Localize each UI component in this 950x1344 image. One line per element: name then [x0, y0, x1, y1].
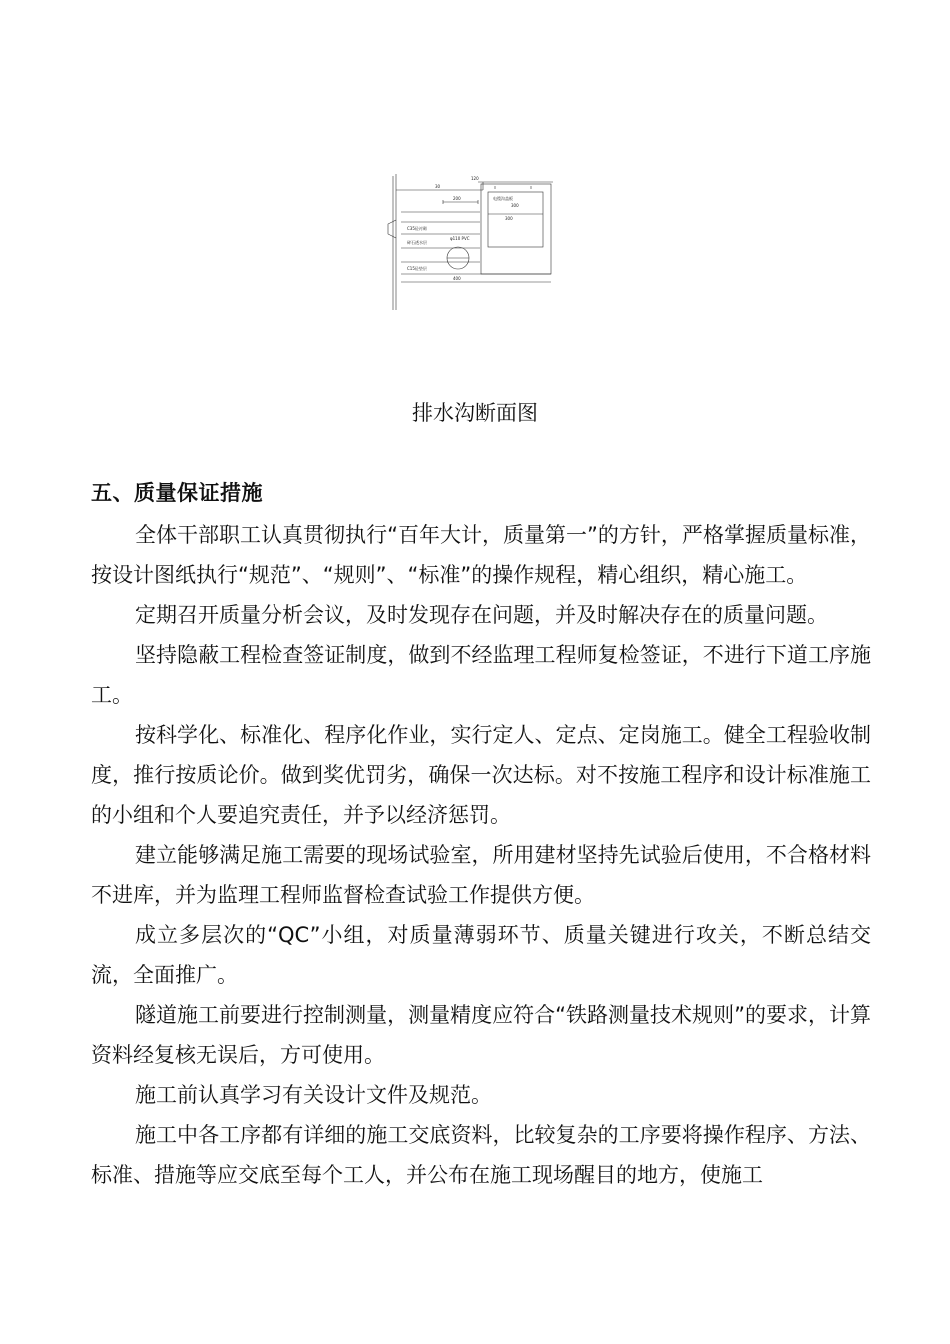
label-cover: 电缆沟盖板 [493, 196, 513, 201]
dim-d3: 200 [453, 196, 461, 201]
paragraph: 成立多层次的“QC”小组，对质量薄弱环节、质量关键进行攻关，不断总结交流，全面推广。 [91, 923, 871, 987]
paragraph: 建立能够满足施工需要的现场试验室，所用建材坚持先试验后使用，不合格材料不进库，并为监理工程师监督检查试验工作提供方便。 [91, 843, 871, 907]
dim-d4: 300 [505, 216, 513, 221]
dim-d1: 120 [471, 176, 479, 181]
dim-d6: 400 [453, 276, 461, 281]
label-composite: 碎石透水层 [407, 240, 427, 245]
label-c15: C15砼垫层 [407, 266, 427, 271]
paragraph: 施工中各工序都有详细的施工交底资料，比较复杂的工序要将操作程序、方法、标准、措施等应交底至每个工人，并公布在施工现场醒目的地方，使施工 [91, 1123, 871, 1187]
paragraph: 全体干部职工认真贯彻执行“百年大计，质量第一”的方针，严格掌握质量标准，按设计图纸执行“规范”、“规则”、“标准”的操作规程，精心组织，精心施工。 [91, 523, 871, 587]
section-heading: 五、质量保证措施 [91, 481, 263, 505]
dim-d2: 30 [435, 184, 441, 189]
channel-outline [481, 184, 551, 274]
figure-caption: 排水沟断面图 [412, 401, 538, 425]
label-pipe: φ110 PVC [450, 236, 470, 241]
paragraph: 定期召开质量分析会议，及时发现存在问题，并及时解决存在的质量问题。 [135, 603, 828, 627]
paragraph: 按科学化、标准化、程序化作业，实行定人、定点、定岗施工。健全工程验收制度，推行按质论价。做到奖优罚劣，确保一次达标。对不按施工程序和设计标准施工的小组和个人要追究责任，并予以经济惩罚。 [91, 723, 871, 827]
section-body [91, 515, 871, 1195]
paragraph: 坚持隐蔽工程检查签证制度，做到不经监理工程师复检签证，不进行下道工序施工。 [91, 643, 871, 707]
label-c35: C35砼衬砌 [407, 226, 427, 231]
paragraph: 隧道施工前要进行控制测量，测量精度应符合“铁路测量技术规则”的要求，计算资料经复核无误后，方可使用。 [91, 1003, 871, 1067]
dim-d5: 300 [511, 203, 519, 208]
paragraph: 施工前认真学习有关设计文件及规范。 [135, 1083, 492, 1107]
drainage-ditch-section-drawing [383, 172, 558, 314]
